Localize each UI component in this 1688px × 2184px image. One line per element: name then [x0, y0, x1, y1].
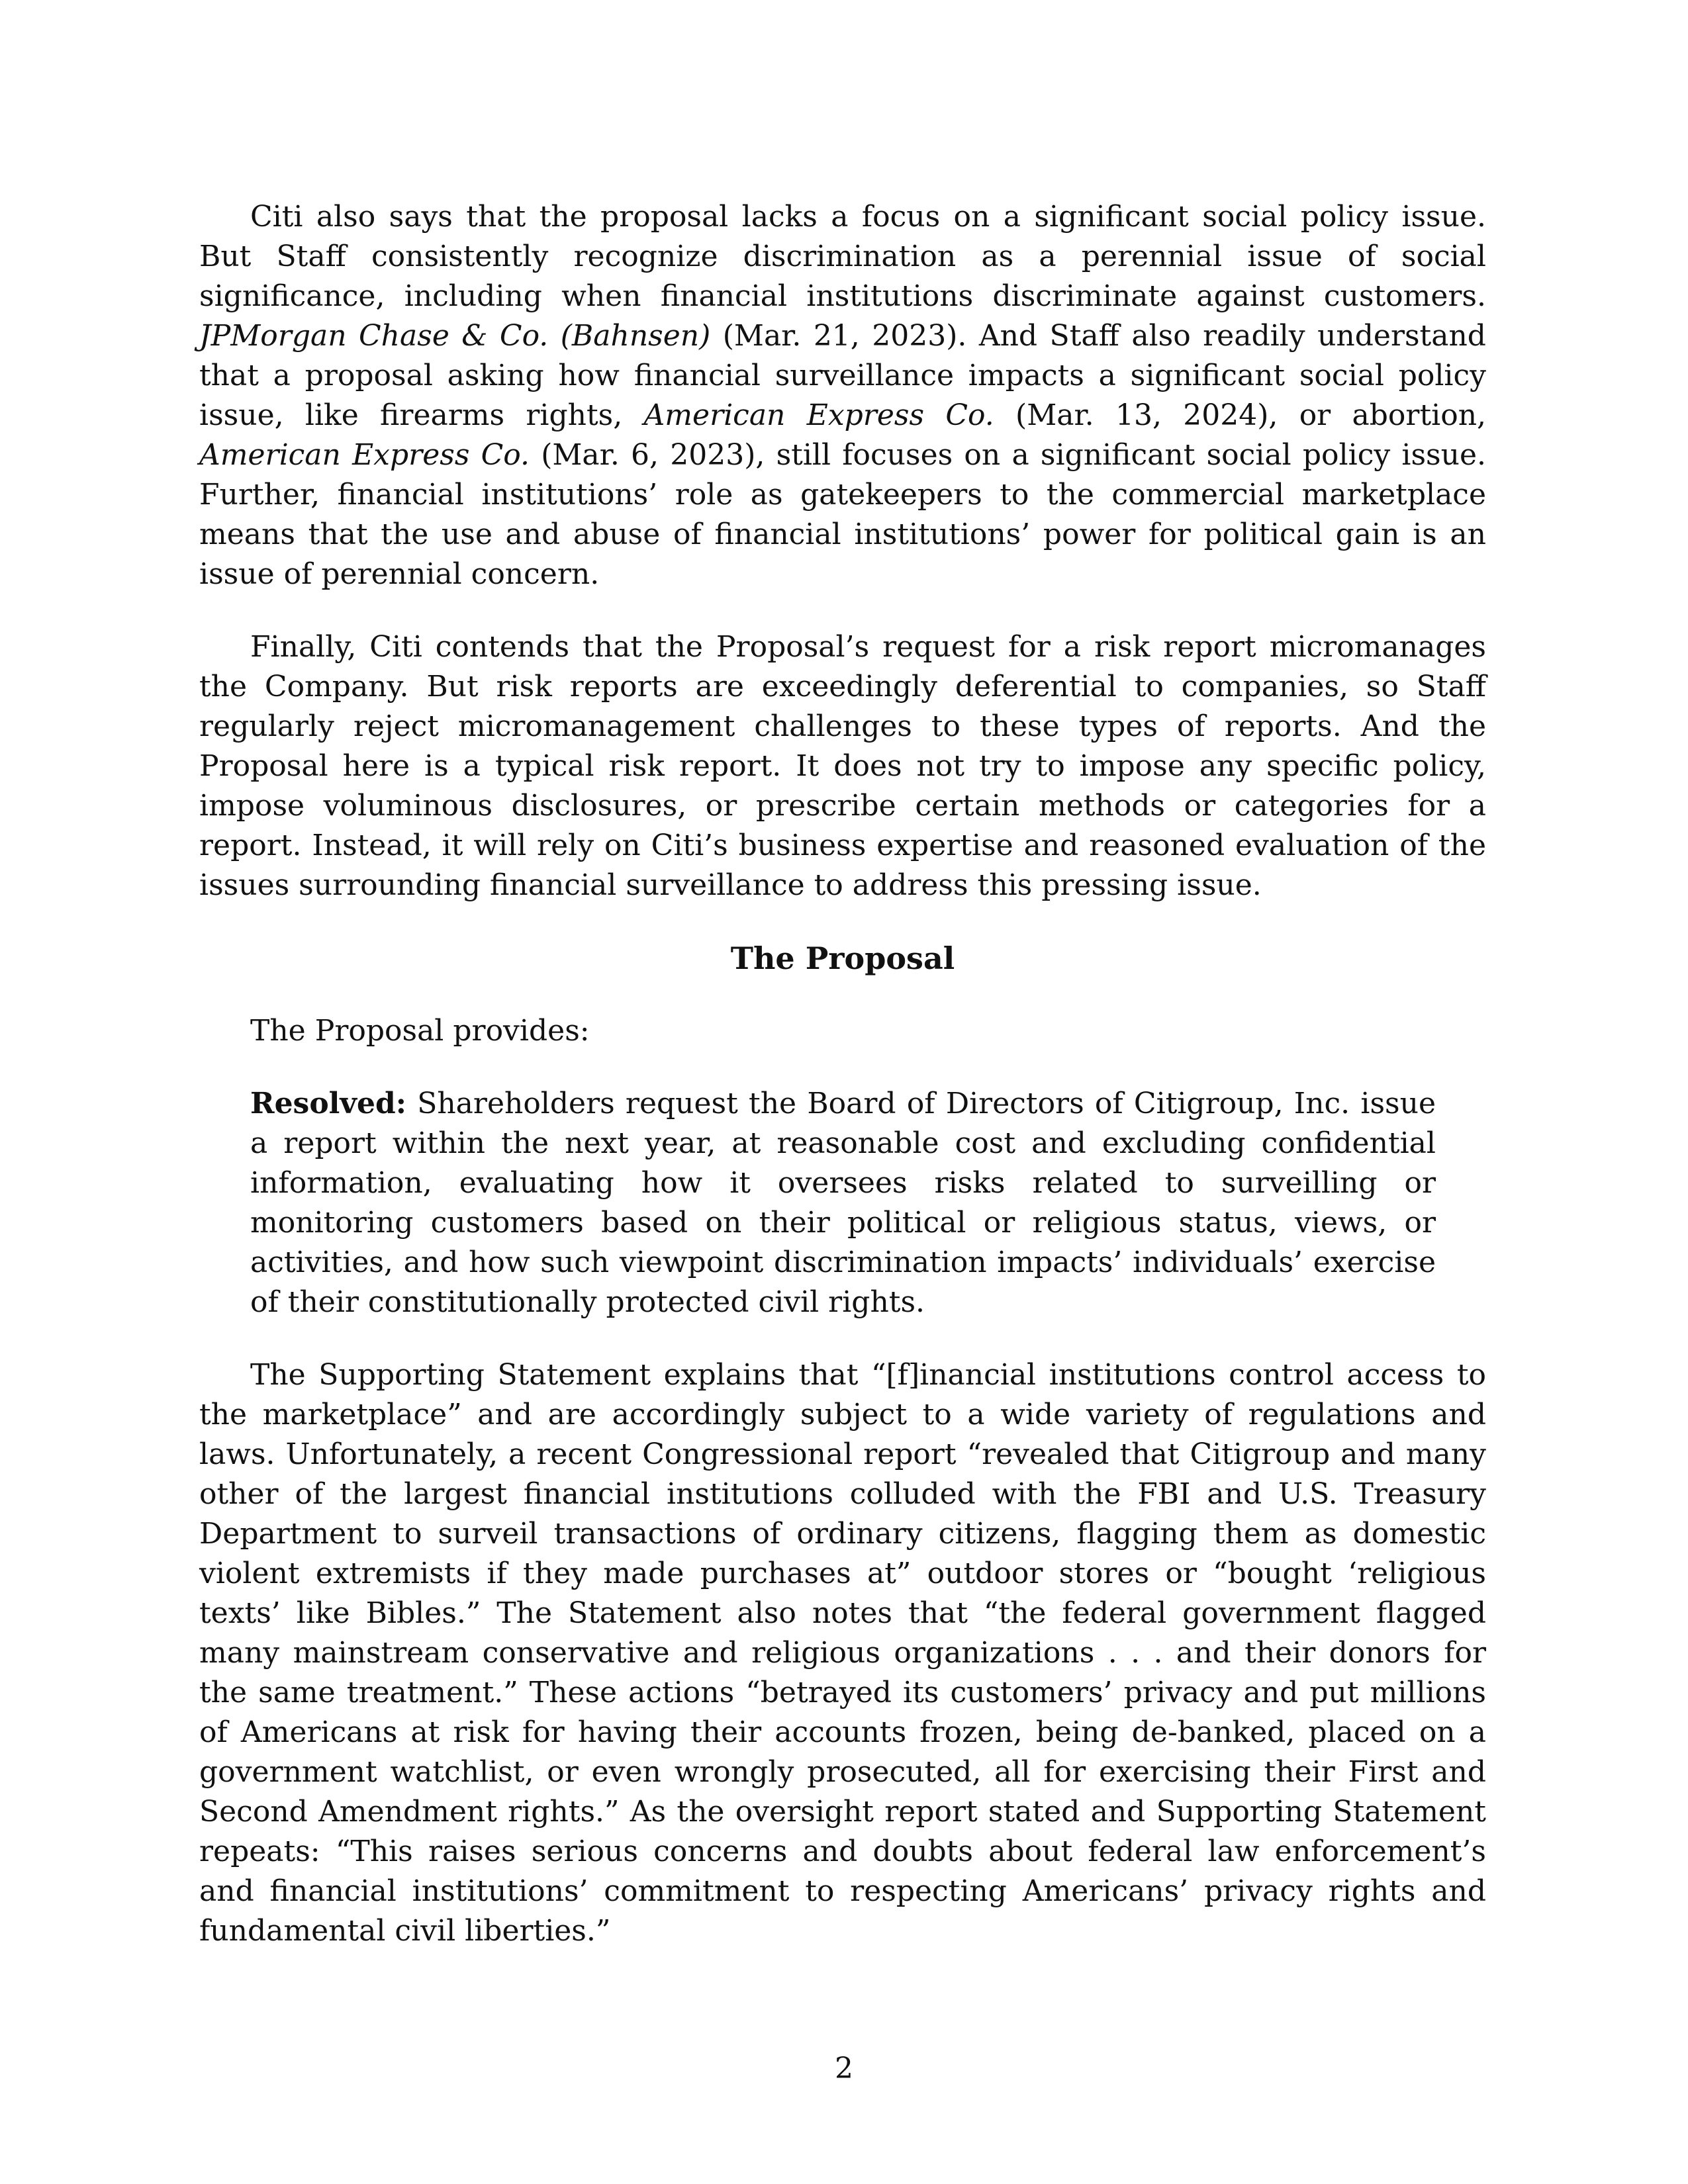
paragraph-spacer [199, 1322, 1486, 1355]
paragraph-spacer [199, 594, 1486, 627]
paragraph-spacer [199, 1051, 1486, 1084]
resolved-label: Resolved: [250, 1087, 406, 1120]
paragraph-micromanagement: Finally, Citi contends that the Proposal’s request for a risk report micromanages the Company. But risk reports are exceedingly deferential to companies, so Staff regularly reject micromanagement challenges to these types of reports. And the Proposal here is a typical risk report. It does not try to impose any specific policy, impose voluminous disclosures, or prescribe certain methods or categories for a report. Instead, it will rely on Citi’s business expertise and reasoned evaluation of the issues surrounding financial surveillance to address this pressing issue. [199, 630, 1486, 902]
section-heading: The Proposal [730, 940, 955, 976]
case-citation: American Express Co. [643, 398, 994, 432]
resolved-text: Shareholders request the Board of Directors of Citigroup, Inc. issue a report within the next year, at reasonable cost and excluding confidential information, evaluating how it oversees risks related to surveilling or monitoring customers based on their political or religious status, views, or activities, and how such viewpoint discrimination impacts’ individuals’ exercise of their constitutionally protected civil rights. [250, 1087, 1436, 1319]
case-citation: American Express Co. [199, 438, 530, 472]
paragraph-text: (Mar. 13, 2024), or abortion, [994, 398, 1487, 432]
page-number: 2 [835, 2052, 853, 2085]
resolved-block-quote [250, 1084, 1436, 1322]
paragraph-spacer [199, 978, 1486, 1011]
paragraph-text: (Mar. 6, 2023), still focuses on a significant social policy issue. Further, financial institutions’ role as gatekeepers to the commercial marketplace means that the use and abuse of financial institutions’ power for political gain is an issue of perennial concern. [199, 438, 1487, 591]
paragraph-supporting-statement: The Supporting Statement explains that “[f]inancial institutions control access to the marketplace” and are accordingly subject to a wide variety of regulations and laws. Unfortunately, a recent Congressional report “revealed that Citigroup and many other of the largest financial institutions colluded with the FBI and U.S. Treasury Department to surveil transactions of ordinary citizens, flagging them as domestic violent extremists if they made purchases at” outdoor stores or “bought ‘religious texts’ like Bibles.” The Statement also notes that “the federal government flagged many mainstream conservative and religious organizations . . . and their donors for the same treatment.” These actions “betrayed its customers’ privacy and put millions of Americans at risk for having their accounts frozen, being de-banked, placed on a government watchlist, or even wrongly prosecuted, all for exercising their First and Second Amendment rights.” As the oversight report stated and Supporting Statement repeats: “This raises serious concerns and doubts about federal law enforcement’s and financial institutions’ commitment to respecting Americans’ privacy rights and fundamental civil liberties.” [199, 1358, 1486, 1948]
paragraph-text: Citi also says that the proposal lacks a focus on a significant social policy issue. But Staff consistently recognize discrimination as a perennial issue of social significance, including when financial institutions discriminate against customers. [199, 200, 1486, 313]
paragraph-significant-social-policy [199, 197, 1486, 594]
case-citation: JPMorgan Chase & Co. (Bahnsen) [199, 319, 711, 353]
paragraph-text: (Mar. 21, 2023). And Staff also readily understand that a proposal asking how financial surveillance impacts a significant social policy issue, like firearms rights, [199, 319, 1486, 432]
paragraph-proposal-intro: The Proposal provides: [250, 1014, 590, 1048]
paragraph-spacer [199, 905, 1486, 938]
document-body [199, 197, 1486, 1951]
